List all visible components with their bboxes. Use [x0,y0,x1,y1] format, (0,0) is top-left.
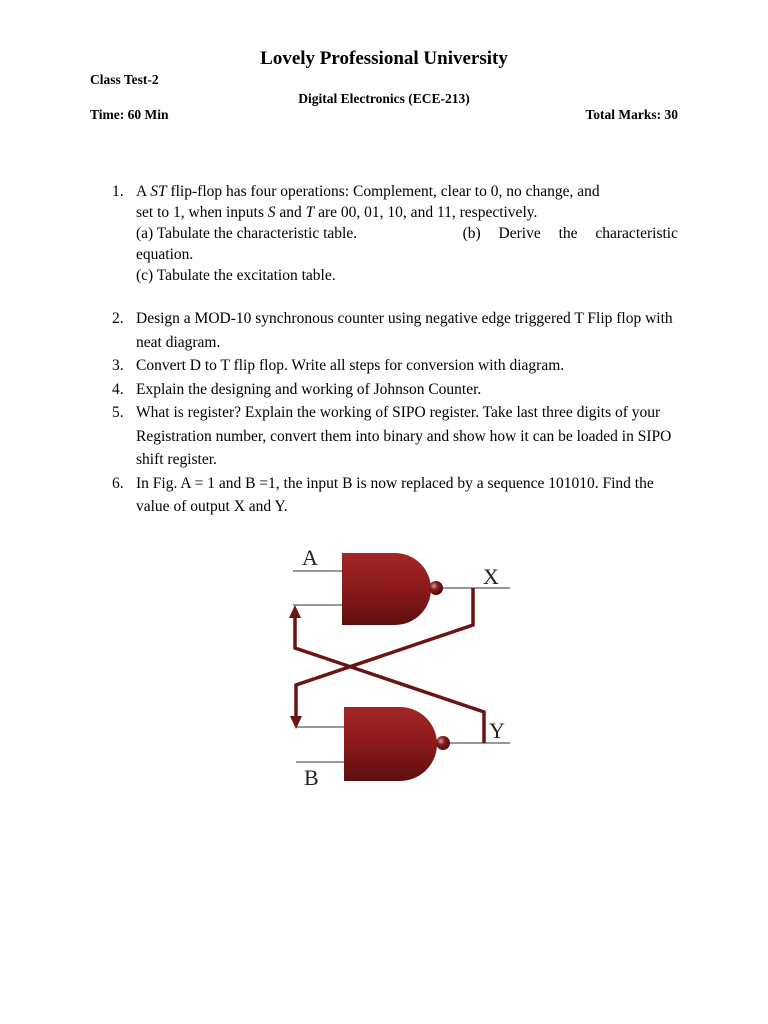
question-number: 1. [112,183,124,200]
inversion-bubble-top [429,581,443,595]
question-text: Explain the designing and working of Johnson Counter. [136,380,482,398]
question-text: In Fig. A = 1 and B =1, the input B is now replaced by a sequence 101010. Find the value of output X and Y. [136,474,654,515]
arrow-up-icon [289,605,301,618]
part-c: (c) Tabulate the excitation table. [136,267,336,284]
part-b: (b) Derive the characteristic [462,225,678,242]
nand-gate-bottom [344,707,437,781]
question-number: 6. [112,474,124,492]
part-b-continued: equation. [136,246,194,263]
university-title: Lovely Professional University [260,48,508,69]
inversion-bubble-bottom [436,736,450,750]
part-a: (a) Tabulate the characteristic table. [136,225,358,242]
total-marks: Total Marks: 30 [585,107,678,122]
test-name: Class Test-2 [90,72,159,87]
question-text: Design a MOD-10 synchronous counter using negative edge triggered T Flip flop with neat diagram. [136,310,673,351]
course-name: Digital Electronics (ECE-213) [298,91,470,106]
label-y: Y [489,718,505,743]
label-x: X [483,564,499,589]
question-1-line-1: A ST flip-flop has four operations: Complement, clear to 0, no change, and [136,183,600,200]
t-symbol: T [305,204,315,221]
time-allowed: Time: 60 Min [90,107,169,122]
s-symbol: S [267,204,276,221]
question-number: 3. [112,357,124,374]
question-1-line-2: set to 1, when inputs S and T are 00, 01, 10, and 11, respectively. [136,204,538,221]
question-text: What is register? Explain the working of SIPO register. Take last three digits of your Registration number, convert them into binary and show how it can be loaded in SIPO shift register. [136,404,672,468]
question-text: Convert D to T flip flop. Write all steps for conversion with diagram. [136,357,565,374]
label-a: A [302,545,318,570]
nand-gate-top [342,553,431,625]
question-number: 4. [112,380,124,398]
st-symbol: ST [150,183,167,200]
label-b: B [304,765,319,790]
question-number: 5. [112,404,124,421]
question-number: 2. [112,310,124,327]
